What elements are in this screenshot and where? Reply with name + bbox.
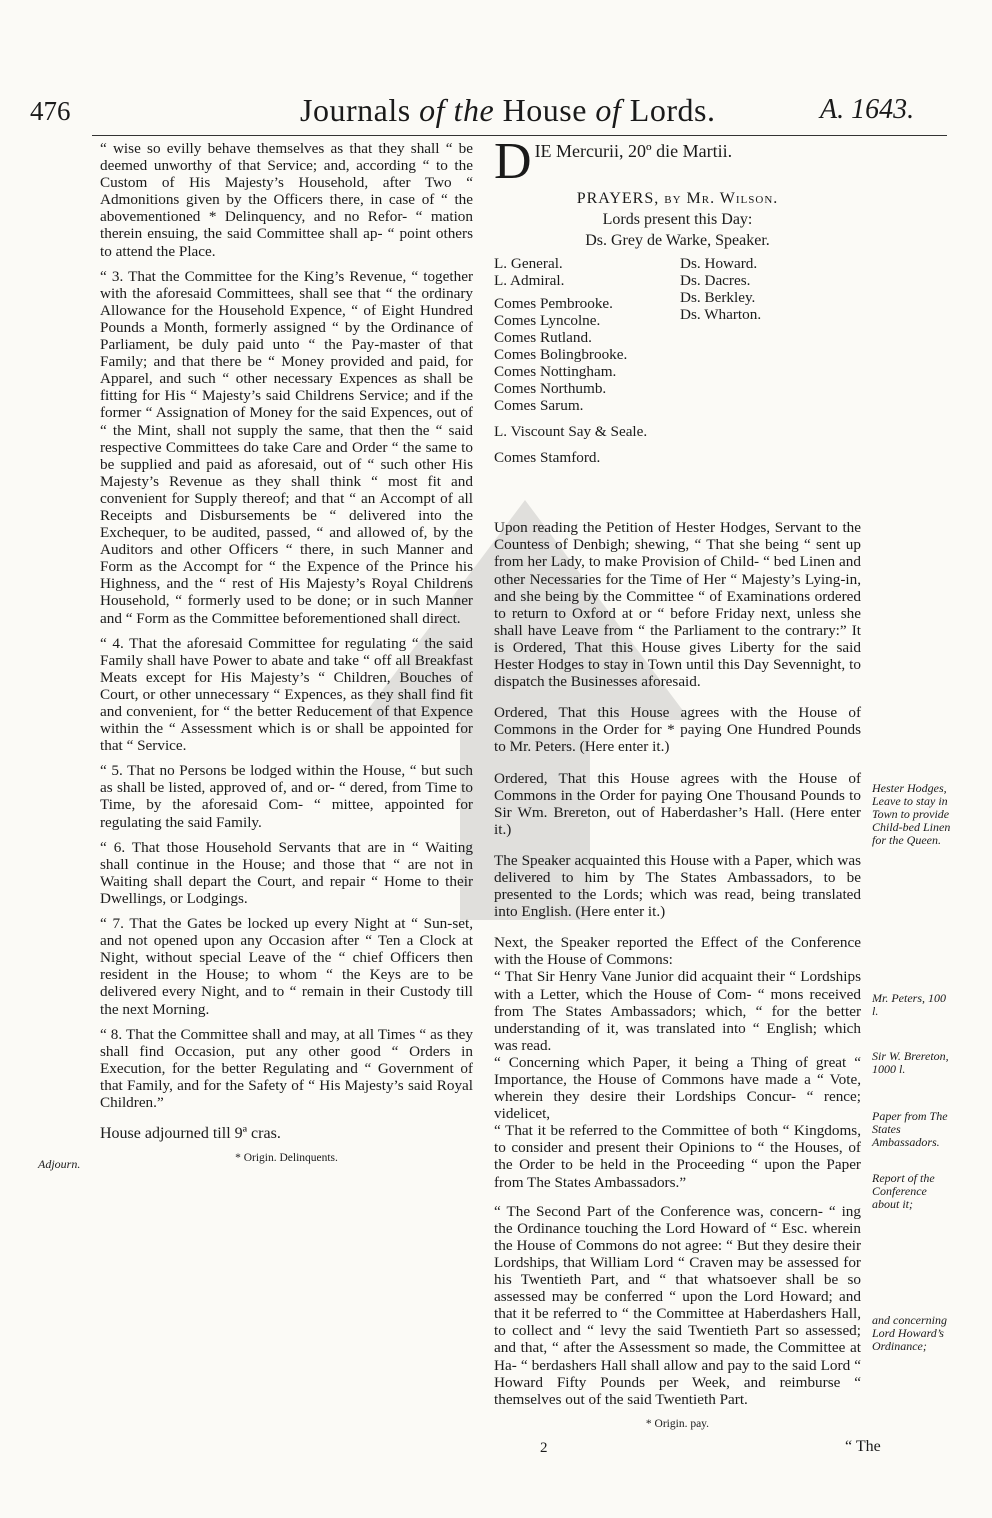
drop-cap: D [494, 140, 532, 182]
right-column [494, 140, 861, 1433]
paragraph: “ 3. That the Committee for the King’s Revenue, “ together with the aforesaid Committees, shall see that “ the ordinary Allowance for the Household Expence, “ of Eight Hundred Pounds a Month, formerly assigned “ by the Ordinance of Parliament, be duly paid unto “ the Pay-master of that Family; and that there be “ Money provided and paid, for Apparel, and such “ other necessary Expences as shall be fitting for His “ Majesty’s said Childrens Service; and if the former “ Assignation of Money for the said Expences, out of “ the Mint, shall not supply the same, that then the “ said respective Committees do take Care and Order “ the same to be supplied and paid as aforesaid, out of “ such other His Majesty’s Revenue as they shall think “ most fit and convenient for Supply thereof; and that “ an Accompt of all Receipts and Disbursements be “ delivered into the Exchequer, to be audited, passed, “ and allowed of, by the Auditors and other Officers “ there, in such Manner and Form as the Accompt for “ the Expence of the Prince his Highness, and the “ rest of His Majesty’s Royal Childrens Household, “ formerly used to be done; or in such Manner and “ Form as the Committee beforementioned shall direct. [100, 267, 473, 627]
speaker-line: Ds. Grey de Warke, Speaker. [585, 232, 770, 250]
lord-entry: Comes Stamford. [494, 449, 601, 467]
paragraph: “ 8. That the Committee shall and may, at all Times “ as they shall find Occasion, put any other good “ Orders in Execution, for the better Regulating and “ Government of that Family, and for the Safety of “ His Majesty’s said Royal Children.” [100, 1025, 473, 1111]
signature-mark: 2 [540, 1440, 548, 1456]
year-label: A. 1643. [820, 94, 915, 125]
lord-entry: Comes Northumb. [494, 380, 607, 398]
margin-note-adjourn: Adjourn. [38, 1157, 81, 1171]
margin-note-brereton: Sir W. Brereton, 1000 l. [872, 1049, 949, 1076]
header-rule [92, 135, 947, 136]
paragraph: “ That Sir Henry Vane Junior did acquaint their “ Lordships with a Letter, which the House of Com- “ mons received from The States Ambassadors; which, “ for the better understanding of it, was translated into “ English; which was read. [494, 968, 861, 1054]
lord-entry: L. General. [494, 255, 563, 273]
paragraph: “ wise so evilly behave themselves as that they shall “ be deemed unworthy of that Service; and, according “ to the Custom of His Majesty’s Household, after Two “ Admonitions given by the Officers there, in case of “ the abovementioned * Delinquency, and no Refor- “ mation therein ensuing, the said Committee shall ap- “ point others to attend the Place. [100, 140, 473, 260]
paragraph: The Speaker acquainted this House with a Paper, which was delivered to him by The States Ambassadors, to be presented to the Lords; which was read, being translated into English. (Here enter it.) [494, 851, 861, 921]
footnote: * Origin. pay. [645, 1417, 710, 1430]
lord-entry: Comes Pembrooke. [494, 295, 613, 313]
lord-entry: Comes Sarum. [494, 397, 584, 415]
paragraph: Ordered, That this House agrees with the House of Commons in the Order for paying One Thousand Pounds to Sir Wm. Brereton, out of Haberdasher’s Hall. (Here enter it.) [494, 769, 861, 838]
lord-entry: Comes Rutland. [494, 329, 592, 347]
paragraph: “ 7. That the Gates be locked up every Night at “ Sun-set, and not opened upon any Occasion after “ Ten a Clock at Night, without special Leave of the “ chief Officers then resident in the House; to whom “ the Keys are to be delivered every Night, and to “ remain in their Custody till the next Morning. [100, 915, 473, 1018]
left-column [100, 140, 473, 1167]
paragraph: “ 6. That those Household Servants that are in “ Waiting shall continue in the House; and those that “ are not in Waiting shall depart the Court, and repair “ Home to their Dwellings, or Lodgings. [100, 838, 473, 907]
date-heading: D IE Mercurii, 20º die Martii. [494, 140, 733, 182]
paragraph: “ 4. That the aforesaid Committee for regulating “ the said Family shall have Power to abate and take “ off all Breakfast Meats except for His Majesty’s “ Children, Bouches of Court, or other unnecessary “ Expences, as they shall find fit and convenient, for “ the better Reducement of that Expence within the “ Assessment which is or shall be appointed for that “ Service. [100, 634, 473, 755]
catchword: “ The [845, 1438, 881, 1455]
paragraph: “ 5. That no Persons be lodged within the House, “ but such as shall be listed, approved of, and or- “ dered, from Time to Time, by the aforesaid Com- “ mittee, appointed for regulating the said Family. [100, 762, 473, 831]
lord-entry: L. Admiral. [494, 272, 565, 290]
lord-entry: Comes Nottingham. [494, 363, 617, 381]
margin-note-peters: Mr. Peters, 100 l. [872, 991, 946, 1018]
journal-title: Journals of the House of Lords. [300, 92, 716, 128]
paragraph: “ That it be referred to the Committee of both “ Kingdoms, to consider and present their Opinions to “ the Houses, of the Order to be held in the Proceeding “ upon the Paper from The States Ambassadors.” [494, 1122, 861, 1191]
paragraph: “ The Second Part of the Conference was, concern- “ ing the Ordinance touching the Lord Howard of “ Esc. wherein the House of Commons do not agree: “ But they desire their Lordships, that William Lord “ Craven may be assessed for his Twentieth Part, and “ that whatsoever shall be so assessed may be conferred “ upon the Lord Howard; and that it be referred to “ the Committee at Haberdashers Hall, to collect and “ levy the said Twentieth Part so assessed; and that, “ after the Assessment so made, the Committee at Ha- “ berdashers Hall shall allow and pay to the said Lord “ Howard Fifty Pounds per Week, and reimburse “ themselves out of the said Twentieth Part. [494, 1202, 861, 1408]
lord-entry: Ds. Howard. [680, 255, 758, 273]
page-header [0, 92, 992, 132]
lords-list [494, 249, 861, 519]
margin-note-report: Report of the Conference about it; [872, 1171, 935, 1211]
adjournment-line: House adjourned till 9ª cras. [100, 1125, 281, 1143]
lord-entry: Ds. Berkley. [680, 289, 756, 307]
paragraph: Next, the Speaker reported the Effect of the Conference with the House of Commons: [494, 934, 861, 969]
lord-entry: Ds. Wharton. [680, 306, 762, 324]
paragraph: Upon reading the Petition of Hester Hodges, Servant to the Countess of Denbigh; shewing, “ That she being “ sent up from her Lady, to make Provision of Child- “ bed Linen and other Necessaries for the Time of Her “ Majesty’s Lying-in, and she being by the Committee “ of Examinations ordered to return to Oxford at or “ before Friday next, unless she shall have Leave from “ the Parliament to the contrary:” It is Ordered, That this House gives Liberty for the said Hester Hodges to stay in Town until this Day Sevennight, to dispatch the Businesses aforesaid. [494, 519, 861, 691]
paragraph: Ordered, That this House agrees with the House of Commons in the Order for * paying One Hundred Pounds to Mr. Peters. (Here enter it.) [494, 704, 861, 756]
lord-entry: Comes Bolingbrooke. [494, 346, 628, 364]
footnote: * Origin. Delinquents. [235, 1152, 338, 1165]
paragraph: “ Concerning which Paper, it being a Thing of great “ Importance, the House of Commons have made a “ Vote, wherein they desire their Lordships Concur- “ rence; videlicet, [494, 1053, 861, 1123]
lord-entry: L. Viscount Say & Seale. [494, 423, 648, 441]
margin-note-hodges: Hester Hodges, Leave to stay in Town to provide Child-bed Linen for the Queen. [872, 781, 951, 847]
prayers-line: PRAYERS, by Mr. Wilson. [576, 190, 779, 207]
page-number: 476 [30, 96, 71, 126]
margin-note-paper: Paper from The States Ambassadors. [872, 1109, 948, 1149]
lords-present-heading: Lords present this Day: [602, 211, 753, 229]
lord-entry: Comes Lyncolne. [494, 312, 601, 330]
margin-note-howard: and concerning Lord Howard’s Ordinance; [872, 1313, 947, 1353]
lord-entry: Ds. Dacres. [680, 272, 751, 290]
